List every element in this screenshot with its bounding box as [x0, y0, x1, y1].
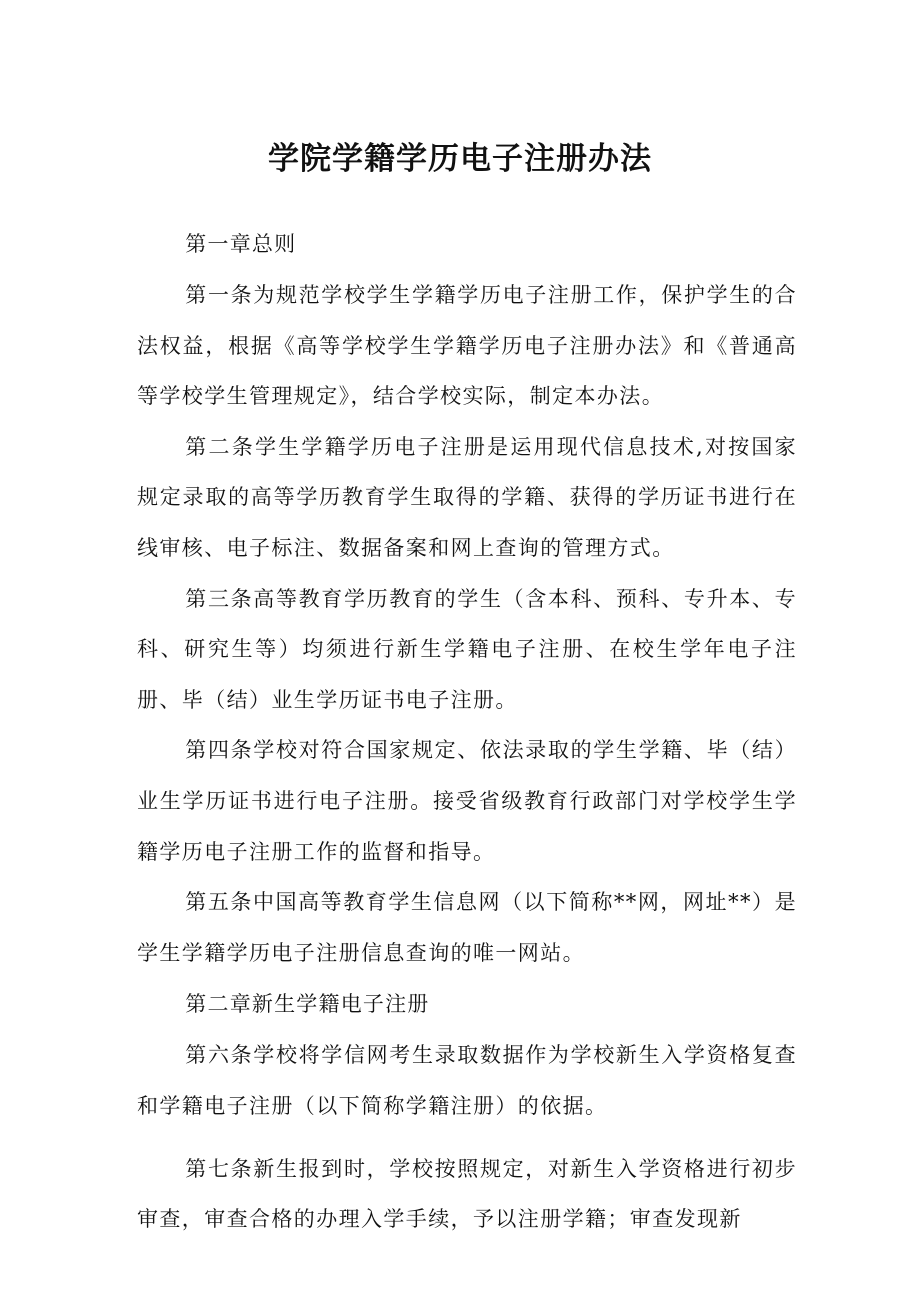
article-paragraph: 第一条为规范学校学生学籍学历电子注册工作，保护学生的合法权益，根据《高等学校学生学籍学历电子注册办法》和《普通高等学校学生管理规定》，结合学校实际，制定本办法。 — [137, 283, 797, 409]
article-paragraph: 第五条中国高等教育学生信息网（以下简称**网，网址**）是学生学籍学历电子注册信息查询的唯一网站。 — [137, 890, 797, 965]
chapter-heading: 第二章新生学籍电子注册 — [185, 992, 430, 1017]
document-body — [137, 218, 797, 1245]
article-paragraph: 第七条新生报到时，学校按照规定，对新生入学资格进行初步审查，审查合格的办理入学手续，予以注册学籍；审查发现新 — [137, 1156, 797, 1232]
article-paragraph: 第六条学校将学信网考生录取数据作为学校新生入学资格复查和学籍电子注册（以下简称学籍注册）的依据。 — [137, 1043, 797, 1118]
article-paragraph: 第二条学生学籍学历电子注册是运用现代信息技术,对按国家规定录取的高等学历教育学生取得的学籍、获得的学历证书进行在线审核、电子标注、数据备案和网上查询的管理方式。 — [137, 434, 797, 560]
article-paragraph: 第四条学校对符合国家规定、依法录取的学生学籍、毕（结）业生学历证书进行电子注册。接受省级教育行政部门对学校学生学籍学历电子注册工作的监督和指导。 — [137, 738, 797, 864]
chapter-heading: 第一章总则 — [185, 232, 297, 256]
document-title: 学院学籍学历电子注册办法 — [268, 141, 652, 177]
article-paragraph: 第三条高等教育学历教育的学生（含本科、预科、专升本、专科、研究生等）均须进行新生学籍电子注册、在校生学年电子注册、毕（结）业生学历证书电子注册。 — [137, 586, 797, 712]
